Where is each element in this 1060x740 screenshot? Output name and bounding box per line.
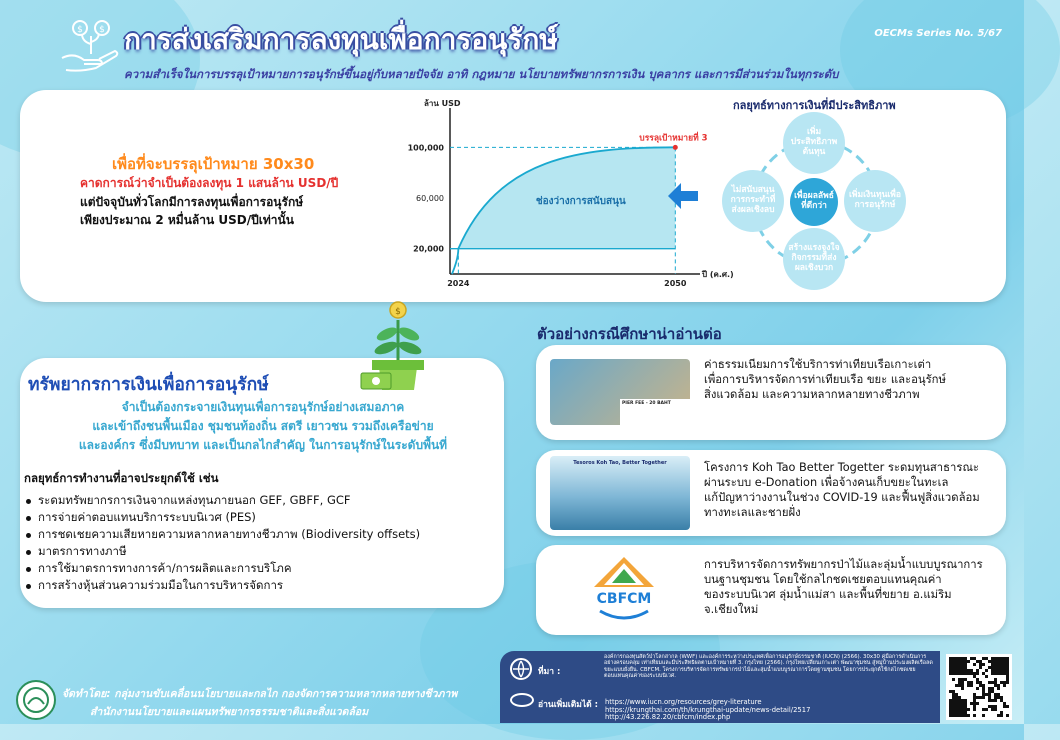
bubble-no-negative-support: ไม่สนับสนุนการกระทำที่ส่งผลเชิงลบ xyxy=(722,170,784,232)
curve-start xyxy=(452,249,458,274)
reference-link[interactable]: https://www.iucn.org/resources/grey-literature xyxy=(605,698,762,706)
finance-desc-line: และเข้าถึงชนพื้นเมือง ชุมชนท้องถิ่น สตรี เยาวชน รวมถึงเครือข่าย xyxy=(92,419,434,433)
case-text xyxy=(704,357,946,402)
eye-icon xyxy=(510,693,534,707)
gap-label: ช่องว่างการสนับสนุน xyxy=(535,196,626,207)
case-text-line: ค่าธรรมเนียมการใช้บริการท่าเทียบเรือเกาะเต่า xyxy=(704,358,932,371)
target-point xyxy=(673,145,678,150)
goal-need-text: คาดการณ์ว่าจำเป็นต้องลงทุน 1 แสนล้าน USD/ปี xyxy=(80,176,339,190)
case-text xyxy=(704,460,980,520)
strategy-list xyxy=(24,492,420,594)
bubble-increase-funding: เพิ่มเงินทุนเพื่อการอนุรักษ์ xyxy=(844,170,906,232)
bubble-positive-incentives: สร้างแรงจูงใจกิจกรรมที่ส่งผลเชิงบวก xyxy=(783,228,845,290)
case-text-line: จ.เชียงใหม่ xyxy=(704,603,759,616)
goal-current-text-2: เพียงประมาณ 2 หมื่นล้าน USD/ปีเท่านั้น xyxy=(80,213,294,227)
page-title: การส่งเสริมการลงทุนเพื่อการอนุรักษ์ xyxy=(124,23,558,56)
x-tick-label: 2024 xyxy=(447,279,470,288)
thumb-caption: Tesoros Koh Tao, Better Together xyxy=(573,460,667,466)
thumb-caption: PIER FEE - 20 BAHT xyxy=(620,399,690,425)
cbfcm-text: CBFCM xyxy=(596,591,652,607)
case-text-line: ผ่านระบบ e-Donation เพื่อจ้างคนเก็บขยะในทะเล xyxy=(704,476,949,489)
bubble-cost-efficiency: เพิ่มประสิทธิภาพต้นทุน xyxy=(783,112,845,174)
cbfcm-logo xyxy=(586,553,662,627)
list-item: การชดเชยความเสียหายความหลากหลายทางชีวภาพ (Biodiversity offsets) xyxy=(24,526,420,543)
reference-links xyxy=(605,699,810,722)
x-tick-label: 2050 xyxy=(664,279,687,288)
case-text-line: การบริหารจัดการทรัพยากรป่าไม้และลุ่มน้ำแบบบูรณาการ xyxy=(704,558,983,571)
y-tick-label: 60,000 xyxy=(416,194,444,203)
strategy-title: กลยุทธ์ทางการเงินที่มีประสิทธิภาพ xyxy=(733,99,896,112)
case-text-line: เพื่อการบริหารจัดการท่าเทียบเรือ ขยะ และอนุรักษ์ xyxy=(704,373,946,386)
case-studies-title: ตัวอย่างกรณีศึกษาน่าอ่านต่อ xyxy=(537,325,722,343)
list-item: มาตรการทางภาษี xyxy=(24,543,420,560)
svg-text:$: $ xyxy=(77,25,83,35)
banknote-icon xyxy=(360,370,392,392)
series-label: OECMs Series No. 5/67 xyxy=(874,28,1002,39)
case-text-line: ทางทะเลและชายฝั่ง xyxy=(704,506,801,519)
source-label: ที่มา : xyxy=(538,667,561,677)
x-axis-label: ปี (ค.ศ.) xyxy=(702,270,734,279)
source-text: องค์การกองทุนสัตว์ป่าโลกสากล (WWF) และองค์การระหว่างประเทศเพื่อการอนุรักษ์ธรรมชาติ (IUCN) (2566). 30x30 คู่มือการดำเนินการอย่างครอบคลุม เท่าเทียมและมีประสิทธิผลตามเป้าหมายที่ 3. กรุงไทย (2566). กรุงไทยเปลี่ยนเกาะเต่า พัฒนาชุมชน สู่หมู่บ้านประมงผลิตเรือลดขยะแบบยั่งยืน. CBFCM. โครงการบริหารจัดการทรัพยากรป่าไม้และลุ่มน้ำแบบบูรณาการโดยฐานชุมชน โดยการประยุกต์ใช้กลไกชดเชยตอบแทนคุณค่าของระบบนิเวศ. xyxy=(604,654,933,680)
case-text-line: แก้ปัญหาว่างงานในช่วง COVID-19 และฟื้นฟูสิ่งแวดล้อม xyxy=(704,491,980,504)
qr-code[interactable] xyxy=(946,654,1012,720)
bubble-better-outcome: เพื่อผลลัพธ์ที่ดีกว่า xyxy=(790,178,838,226)
hand-money-plant-icon xyxy=(58,14,120,76)
svg-text:$: $ xyxy=(395,307,401,317)
reference-link[interactable]: http://43.226.82.20/cbfcm/index.php xyxy=(605,713,731,722)
finance-desc-line: และองค์กร ซึ่งมีบทบาท และเป็นกลไกสำคัญ ในการอนุรักษ์ในระดับพื้นที่ xyxy=(78,438,448,452)
reference-link[interactable]: https://krungthai.com/th/krungthai-update/news-detail/2517 xyxy=(605,705,811,714)
case-text-line: สิ่งแวดล้อม และความหลากหลายทางชีวภาพ xyxy=(704,388,920,401)
credit-line: สำนักงานนโยบายและแผนทรัพยากรธรรมชาติและสิ่งแวดล้อม xyxy=(90,706,369,718)
goal-current-text: แต่ปัจจุบันทั่วโลกมีการลงทุนเพื่อการอนุรักษ์ xyxy=(80,195,304,209)
case-text-line: บนฐานชุมชน โดยใช้กลไกชดเชยตอบแทนคุณค่า xyxy=(704,573,942,586)
strategy-cycle xyxy=(726,110,906,296)
case-text-line: โครงการ Koh Tao Better Togetter ระดมทุนสาธารณะ xyxy=(704,461,979,474)
case-thumbnail xyxy=(550,456,690,530)
list-item: การใช้มาตรการทางการค้า/การผลิตและการบริโภค xyxy=(24,560,420,577)
finance-desc-line: จำเป็นต้องกระจายเงินทุนเพื่อการอนุรักษ์อย่างเสมอภาค xyxy=(121,400,405,414)
finance-title: ทรัพยากรการเงินเพื่อการอนุรักษ์ xyxy=(28,375,269,395)
case-text-line: ของระบบนิเวศ ลุ่มน้ำแม่สา และพื้นที่ขยาย อ.แม่ริม xyxy=(704,588,952,601)
target-label: บรรลุเป้าหมายที่ 3 xyxy=(639,133,708,144)
page-subtitle: ความสำเร็จในการบรรลุเป้าหมายการอนุรักษ์ขึ้นอยู่กับหลายปัจจัย อาทิ กฎหมาย นโยบายทรัพยากรการเงิน บุคลากร และการมีส่วนร่วมในทุกระดับ xyxy=(124,67,839,81)
credit-line: จัดทำโดย: กลุ่มงานขับเคลื่อนนโยบายและกลไก กองจัดการความหลากหลายทางชีวภาพ xyxy=(62,688,458,700)
y-axis-label: ล้าน USD xyxy=(424,99,461,108)
case-thumbnail xyxy=(550,359,690,425)
globe-icon xyxy=(510,658,532,680)
list-item: การจ่ายค่าตอบแทนบริการระบบนิเวศ (PES) xyxy=(24,509,420,526)
goal-heading: เพื่อที่จะบรรลุเป้าหมาย 30x30 xyxy=(112,155,315,173)
y-tick-label: 100,000 xyxy=(407,143,444,153)
list-item: การสร้างหุ้นส่วนความร่วมมือในการบริหารจัดการ xyxy=(24,577,420,594)
case-card-koh-tao[interactable] xyxy=(536,450,1006,536)
onep-logo xyxy=(16,680,56,720)
strategy-list-heading: กลยุทธ์การทำงานที่อาจประยุกต์ใช้ เช่น xyxy=(24,471,219,485)
read-more-label: อ่านเพิ่มเติมได้ : xyxy=(538,700,598,710)
arrow-left-icon xyxy=(668,183,698,209)
case-text xyxy=(704,557,983,617)
svg-text:$: $ xyxy=(99,25,105,35)
list-item: ระดมทรัพยากรการเงินจากแหล่งทุนภายนอก GEF, GBFF, GCF xyxy=(24,492,420,509)
finance-description xyxy=(28,398,498,455)
case-card-cbfcm[interactable] xyxy=(536,545,1006,635)
y-tick-label: 20,000 xyxy=(413,244,444,254)
case-card-pier-fee[interactable] xyxy=(536,345,1006,440)
